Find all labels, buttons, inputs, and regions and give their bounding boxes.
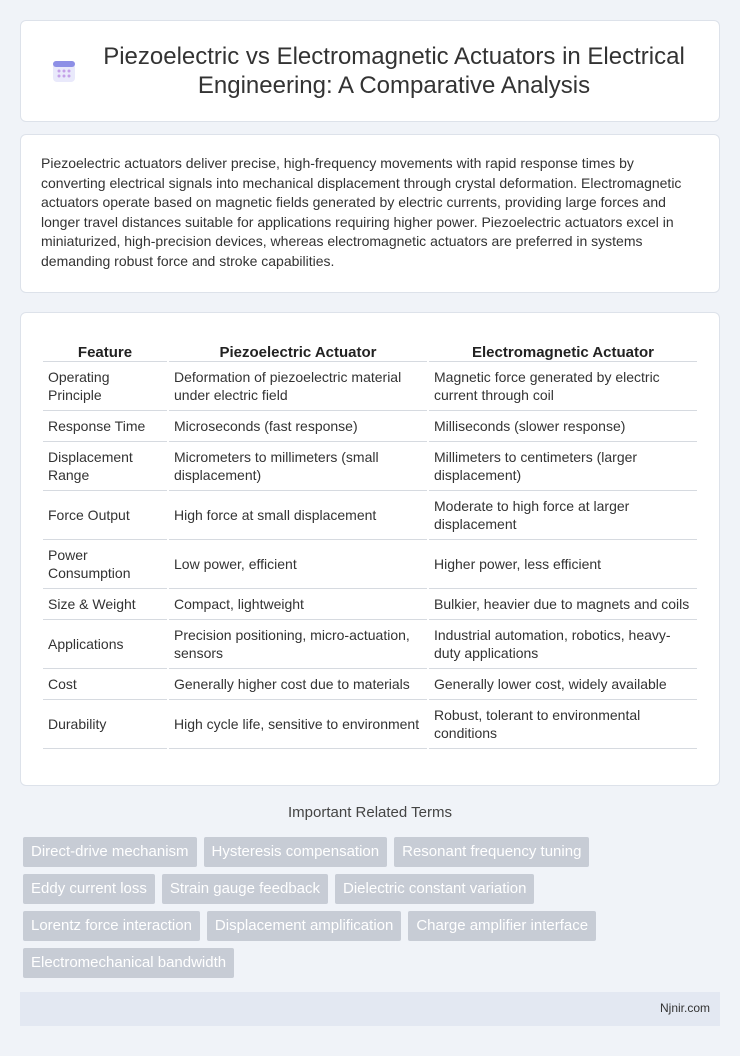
related-terms-title: Important Related Terms [288,804,452,821]
table-row [43,362,697,411]
footer [20,992,720,1026]
electromagnetic-cell: Industrial automation, robotics, heavy-duty applications [429,620,697,669]
piezo-cell: Low power, efficient [169,540,427,589]
table-row [43,700,697,749]
feature-cell: Operating Principle [43,362,167,411]
feature-cell: Response Time [43,411,167,442]
comparison-card [20,312,720,786]
page-title: Piezoelectric vs Electromagnetic Actuators in Electrical Engineering: A Comparative Analysis [103,43,685,99]
related-term-tag[interactable]: Lorentz force interaction [23,911,200,941]
header-feature: Feature [43,329,167,362]
feature-cell: Applications [43,620,167,669]
related-terms-list [23,837,673,978]
related-term-tag[interactable]: Charge amplifier interface [408,911,596,941]
table-row [43,411,697,442]
table-header-row [43,329,697,362]
feature-cell: Size & Weight [43,589,167,620]
footer-site-link[interactable]: Njnir.com [659,1001,710,1015]
table-row [43,442,697,491]
header-piezoelectric: Piezoelectric Actuator [169,329,427,362]
piezo-cell: High force at small displacement [169,491,427,540]
electromagnetic-cell: Moderate to high force at larger displacement [429,491,697,540]
piezo-cell: Generally higher cost due to materials [169,669,427,700]
feature-cell: Cost [43,669,167,700]
piezo-cell: Deformation of piezoelectric material under electric field [169,362,427,411]
related-term-tag[interactable]: Resonant frequency tuning [394,837,589,867]
comparison-table [41,329,699,749]
title-card [20,20,720,122]
piezo-cell: Microseconds (fast response) [169,411,427,442]
piezo-cell: Compact, lightweight [169,589,427,620]
piezo-cell: Precision positioning, micro-actuation, sensors [169,620,427,669]
related-term-tag[interactable]: Dielectric constant variation [335,874,534,904]
electromagnetic-cell: Higher power, less efficient [429,540,697,589]
table-row [43,620,697,669]
table-row [43,491,697,540]
feature-cell: Force Output [43,491,167,540]
feature-cell: Power Consumption [43,540,167,589]
electromagnetic-cell: Robust, tolerant to environmental conditions [429,700,697,749]
electromagnetic-cell: Generally lower cost, widely available [429,669,697,700]
related-term-tag[interactable]: Eddy current loss [23,874,155,904]
table-row [43,589,697,620]
related-term-tag[interactable]: Electromechanical bandwidth [23,948,234,978]
feature-cell: Durability [43,700,167,749]
feature-cell: Displacement Range [43,442,167,491]
related-term-tag[interactable]: Hysteresis compensation [204,837,388,867]
electromagnetic-cell: Magnetic force generated by electric current through coil [429,362,697,411]
electromagnetic-cell: Bulkier, heavier due to magnets and coils [429,589,697,620]
related-term-tag[interactable]: Displacement amplification [207,911,401,941]
piezo-cell: High cycle life, sensitive to environment [169,700,427,749]
electromagnetic-cell: Milliseconds (slower response) [429,411,697,442]
calendar-icon [51,58,77,84]
table-row [43,540,697,589]
related-term-tag[interactable]: Strain gauge feedback [162,874,328,904]
related-term-tag[interactable]: Direct-drive mechanism [23,837,197,867]
intro-paragraph: Piezoelectric actuators deliver precise, high-frequency movements with rapid response times by converting electrical signals into mechanical displacement through crystal deformation. Electromagnetic actuators operate based on magnetic fields generated by electric currents, providing large forces and longer travel distances suitable for applications requiring higher power. Piezoelectric actuators excel in miniaturized, high-precision devices, whereas electromagnetic actuators are preferred in systems demanding robust force and stroke capabilities. [41,155,682,269]
table-row [43,669,697,700]
header-electromagnetic: Electromagnetic Actuator [429,329,697,362]
piezo-cell: Micrometers to millimeters (small displacement) [169,442,427,491]
intro-card [20,134,720,293]
electromagnetic-cell: Millimeters to centimeters (larger displacement) [429,442,697,491]
